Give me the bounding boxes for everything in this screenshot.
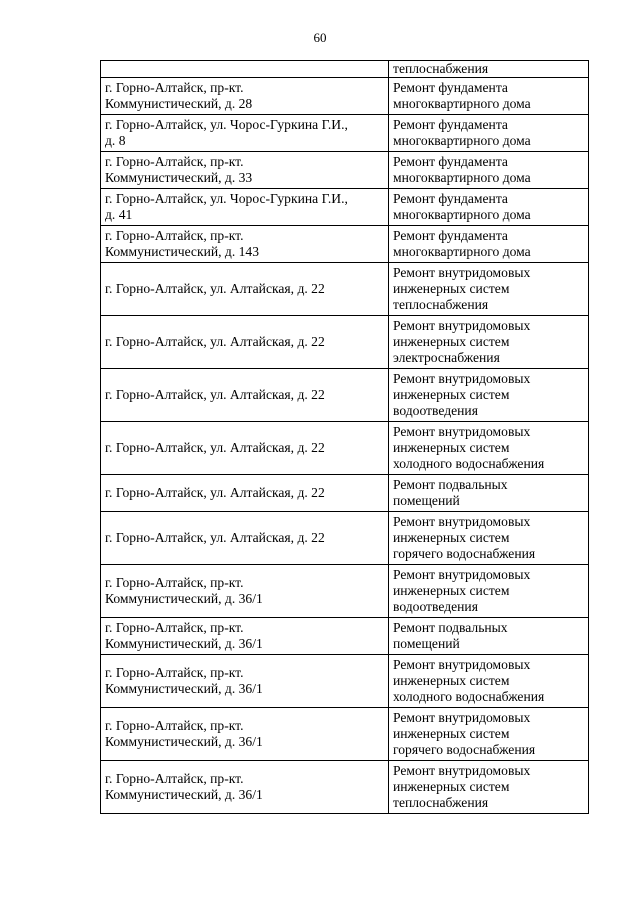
address-cell: г. Горно-Алтайск, пр-кт. Коммунистический, д. 33 [101,152,389,189]
work-type-cell: Ремонт фундамента многоквартирного дома [389,189,589,226]
address-cell: г. Горно-Алтайск, ул. Алтайская, д. 22 [101,369,389,422]
work-type-cell: Ремонт внутридомовых инженерных систем теплоснабжения [389,761,589,814]
table-row [101,708,589,761]
work-type-cell: Ремонт внутридомовых инженерных систем водоотведения [389,565,589,618]
table-row [101,226,589,263]
page-number: 60 [313,30,327,45]
table-row [101,78,589,115]
table-row [101,316,589,369]
address-cell: г. Горно-Алтайск, пр-кт. Коммунистический, д. 36/1 [101,655,389,708]
address-cell: г. Горно-Алтайск, пр-кт. Коммунистический, д. 36/1 [101,708,389,761]
table-row [101,475,589,512]
work-type-cell: Ремонт фундамента многоквартирного дома [389,78,589,115]
work-type-cell: Ремонт внутридомовых инженерных систем горячего водоснабжения [389,512,589,565]
table-row [101,189,589,226]
table-row [101,369,589,422]
table-row [101,61,589,78]
address-cell: г. Горно-Алтайск, ул. Алтайская, д. 22 [101,475,389,512]
address-cell: г. Горно-Алтайск, ул. Алтайская, д. 22 [101,512,389,565]
work-type-cell: Ремонт подвальных помещений [389,618,589,655]
work-type-cell: Ремонт фундамента многоквартирного дома [389,115,589,152]
address-cell: г. Горно-Алтайск, пр-кт. Коммунистический, д. 28 [101,78,389,115]
table-row [101,761,589,814]
table-row [101,422,589,475]
address-cell: г. Горно-Алтайск, ул. Алтайская, д. 22 [101,422,389,475]
work-type-cell: Ремонт внутридомовых инженерных систем холодного водоснабжения [389,422,589,475]
work-type-cell: Ремонт внутридомовых инженерных систем водоотведения [389,369,589,422]
works-table-body [101,61,589,814]
work-type-cell: Ремонт фундамента многоквартирного дома [389,226,589,263]
address-cell: г. Горно-Алтайск, пр-кт. Коммунистический, д. 143 [101,226,389,263]
work-type-cell: Ремонт внутридомовых инженерных систем холодного водоснабжения [389,655,589,708]
table-row [101,655,589,708]
work-type-cell: Ремонт внутридомовых инженерных систем электроснабжения [389,316,589,369]
address-cell: г. Горно-Алтайск, ул. Алтайская, д. 22 [101,316,389,369]
table-row [101,263,589,316]
work-type-cell: Ремонт подвальных помещений [389,475,589,512]
address-cell: г. Горно-Алтайск, ул. Чорос-Гуркина Г.И., д. 8 [101,115,389,152]
address-cell: г. Горно-Алтайск, пр-кт. Коммунистический, д. 36/1 [101,565,389,618]
table-row [101,618,589,655]
address-cell: г. Горно-Алтайск, ул. Чорос-Гуркина Г.И., д. 41 [101,189,389,226]
work-type-cell: Ремонт внутридомовых инженерных систем горячего водоснабжения [389,708,589,761]
table-row [101,152,589,189]
work-type-cell: Ремонт внутридомовых инженерных систем теплоснабжения [389,263,589,316]
table-row [101,565,589,618]
address-cell: г. Горно-Алтайск, ул. Алтайская, д. 22 [101,263,389,316]
table-row [101,512,589,565]
address-cell [101,61,389,78]
address-cell: г. Горно-Алтайск, пр-кт. Коммунистический, д. 36/1 [101,618,389,655]
works-table [100,60,589,814]
work-type-cell: Ремонт фундамента многоквартирного дома [389,152,589,189]
work-type-cell: теплоснабжения [389,61,589,78]
address-cell: г. Горно-Алтайск, пр-кт. Коммунистический, д. 36/1 [101,761,389,814]
table-row [101,115,589,152]
